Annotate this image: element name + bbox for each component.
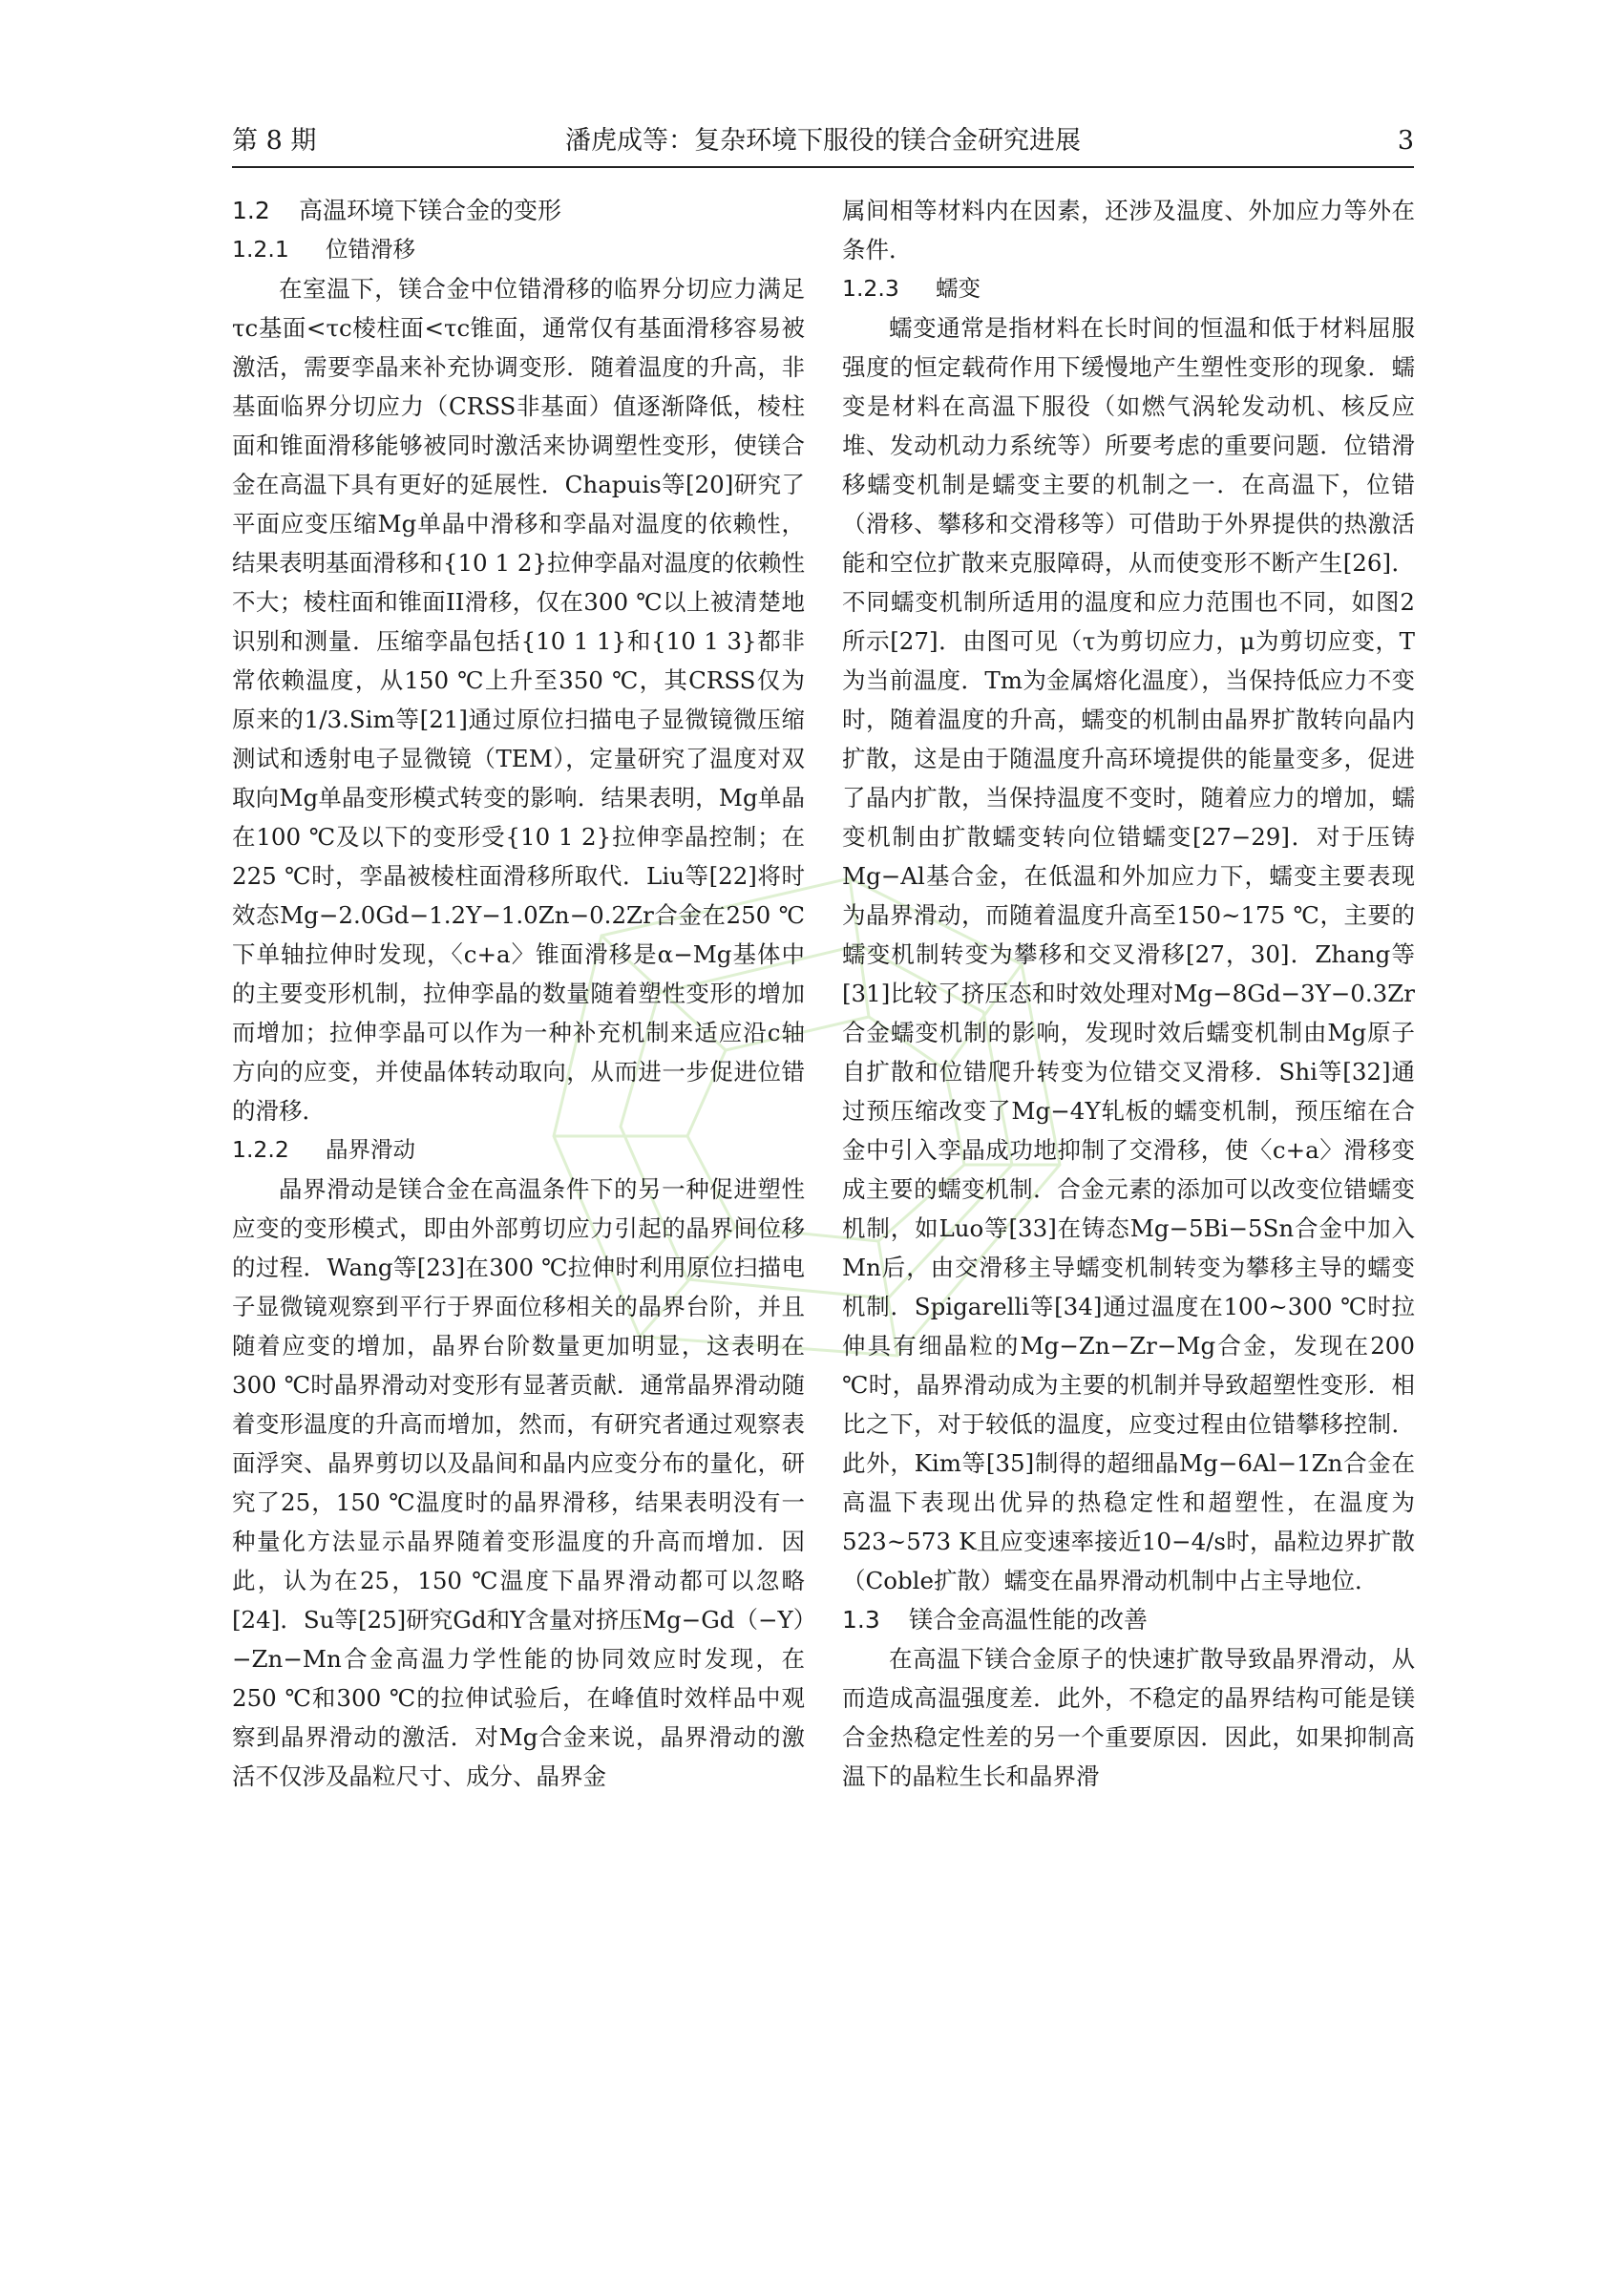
paragraph-dislocation-slip: 在室温下，镁合金中位错滑移的临界分切应力满足τc基面<τc棱柱面<τc锥面，通常仅有基面滑移容易被激活，需要孪晶来补充协调变形．随着温度的升高，非基面临界分切应力（CRSS非基面）值逐渐降低，棱柱面和锥面滑移能够被同时激活来协调塑性变形，使镁合金在高温下具有更好的延展性．Chapuis等[20]研究了平面应变压缩Mg单晶中滑移和孪晶对温度的依赖性，结果表明基面滑移和{10 1 2}拉伸孪晶对温度的依赖性不大；棱柱面和锥面II滑移，仅在300 ℃以上被清楚地识别和测量．压缩孪晶包括{10 1 1}和{10 1 3}都非常依赖温度，从150 ℃上升至350 ℃，其CRSS仅为原来的1/3.Sim等[21]通过原位扫描电子显微镜微压缩测试和透射电子显微镜（TEM），定量研究了温度对双取向Mg单晶变形模式转变的影响．结果表明，Mg单晶在100 ℃及以下的变形受{10 1 2}拉伸孪晶控制；在225 ℃时，孪晶被棱柱面滑移所取代．Liu等[22]将时效态Mg−2.0Gd−1.2Y−1.0Zn−0.2Zr合金在250 ℃下单轴拉伸时发现，〈c+a〉锥面滑移是α−Mg基体中的主要变形机制，拉伸孪晶的数量随着塑性变形的增加而增加；拉伸孪晶可以作为一种补充机制来适应沿c轴方向的应变，并使晶体转动取向，从而进一步促进位错的滑移． <box>232 275 805 1125</box>
section-heading-1-2: 1.2 高温环境下镁合金的变形 <box>232 197 562 224</box>
issue-number: 第 8 期 <box>232 126 317 156</box>
page-number: 3 <box>1397 126 1414 156</box>
section-heading-1-3: 1.3 镁合金高温性能的改善 <box>842 1606 1149 1634</box>
paragraph-grain-boundary-sliding-continued: 属间相等材料内在因素，还涉及温度、外加应力等外在条件． <box>842 197 1415 264</box>
right-column <box>842 191 1415 2177</box>
subsection-heading-1-2-2: 1.2.2 晶界滑动 <box>232 1136 415 1163</box>
left-column <box>232 191 805 2177</box>
paragraph-creep: 蠕变通常是指材料在长时间的恒温和低于材料屈服强度的恒定载荷作用下缓慢地产生塑性变形的现象．蠕变是材料在高温下服役（如燃气涡轮发动机、核反应堆、发动机动力系统等）所要考虑的重要问题．位错滑移蠕变机制是蠕变主要的机制之一．在高温下，位错（滑移、攀移和交滑移等）可借助于外界提供的热激活能和空位扩散来克服障碍，从而使变形不断产生[26]．不同蠕变机制所适用的温度和应力范围也不同，如图2所示[27]．由图可见（τ为剪切应力，μ为剪切应变，T为当前温度．Tm为金属熔化温度），当保持低应力不变时，随着温度的升高，蠕变的机制由晶界扩散转向晶内扩散，这是由于随温度升高环境提供的能量变多，促进了晶内扩散，当保持温度不变时，随着应力的增加，蠕变机制由扩散蠕变转向位错蠕变[27−29]．对于压铸Mg−Al基合金，在低温和外加应力下，蠕变主要表现为晶界滑动，而随着温度升高至150~175 ℃，主要的蠕变机制转变为攀移和交叉滑移[27，30]．Zhang等[31]比较了挤压态和时效处理对Mg−8Gd−3Y−0.3Zr合金蠕变机制的影响，发现时效后蠕变机制由Mg原子自扩散和位错爬升转变为位错交叉滑移．Shi等[32]通过预压缩改变了Mg−4Y轧板的蠕变机制，预压缩在合金中引入孪晶成功地抑制了交滑移，使〈c+a〉滑移变成主要的蠕变机制．合金元素的添加可以改变位错蠕变机制，如Luo等[33]在铸态Mg−5Bi−5Sn合金中加入Mn后，由交滑移主导蠕变机制转变为攀移主导的蠕变机制．Spigarelli等[34]通过温度在100~300 ℃时拉伸具有细晶粒的Mg−Zn−Zr−Mg合金，发现在200 ℃时，晶界滑动成为主要的机制并导致超塑性变形．相比之下，对于较低的温度，应变过程由位错攀移控制．此外，Kim等[35]制得的超细晶Mg−6Al−1Zn合金在高温下表现出优异的热稳定性和超塑性，在温度为523~573 K且应变速率接近10−4/s时，晶粒边界扩散（Coble扩散）蠕变在晶界滑动机制中占主导地位． <box>842 314 1415 1594</box>
running-title: 潘虎成等：复杂环境下服役的镁合金研究进展 <box>565 126 1081 156</box>
subsection-heading-1-2-3: 1.2.3 蠕变 <box>842 275 981 302</box>
running-header <box>232 122 1414 160</box>
paragraph-high-temperature-improvement: 在高温下镁合金原子的快速扩散导致晶界滑动，从而造成高温强度差．此外，不稳定的晶界结构可能是镁合金热稳定性差的另一个重要原因．因此，如果抑制高温下的晶粒生长和晶界滑 <box>842 1645 1415 1790</box>
subsection-heading-1-2-1: 1.2.1 位错滑移 <box>232 236 415 263</box>
header-rule <box>232 166 1414 168</box>
paragraph-grain-boundary-sliding: 晶界滑动是镁合金在高温条件下的另一种促进塑性应变的变形模式，即由外部剪切应力引起的晶界间位移的过程．Wang等[23]在300 ℃拉伸时利用原位扫描电子显微镜观察到平行于界面位移相关的晶界台阶，并且随着应变的增加，晶界台阶数量更加明显，这表明在300 ℃时晶界滑动对变形有显著贡献．通常晶界滑动随着变形温度的升高而增加，然而，有研究者通过观察表面浮突、晶界剪切以及晶间和晶内应变分布的量化，研究了25，150 ℃温度时的晶界滑移，结果表明没有一种量化方法显示晶界随着变形温度的升高而增加．因此，认为在25，150 ℃温度下晶界滑动都可以忽略[24]．Su等[25]研究Gd和Y含量对挤压Mg−Gd（−Y）−Zn−Mn合金高温力学性能的协同效应时发现，在250 ℃和300 ℃的拉伸试验后，在峰值时效样品中观察到晶界滑动的激活．对Mg合金来说，晶界滑动的激活不仅涉及晶粒尺寸、成分、晶界金 <box>232 1175 805 1790</box>
